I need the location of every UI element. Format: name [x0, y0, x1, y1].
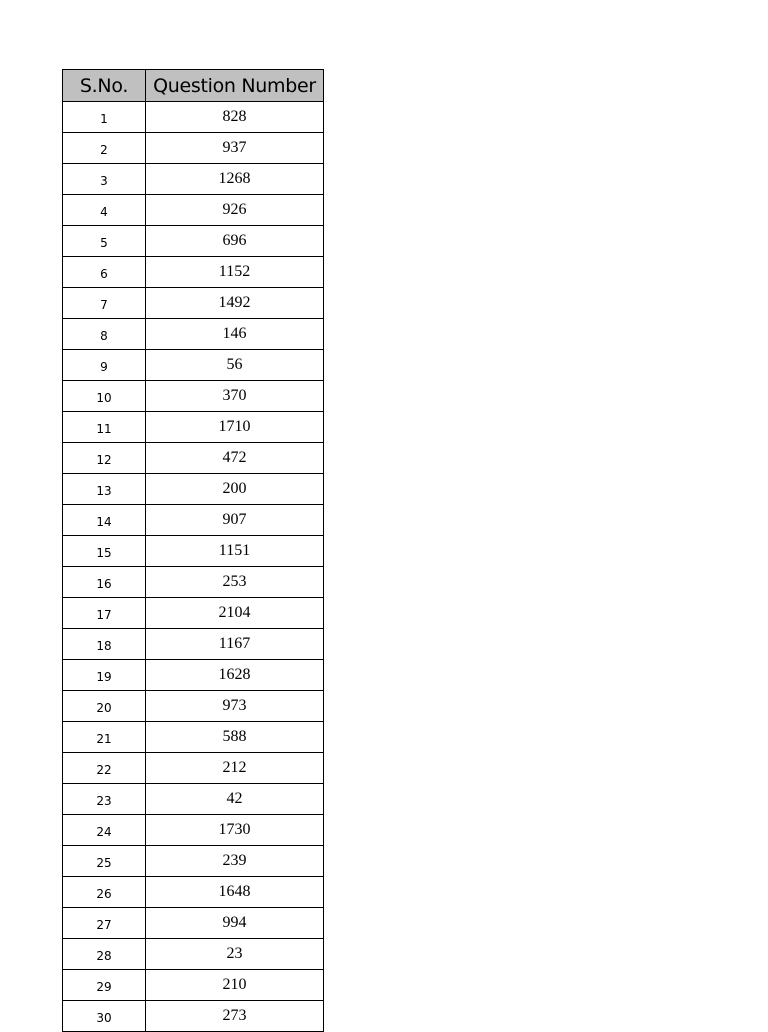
- row-sno-cell: 27: [63, 908, 146, 939]
- table-row: [63, 970, 324, 1001]
- row-sno-cell: 4: [63, 195, 146, 226]
- row-sno-cell: 15: [63, 536, 146, 567]
- row-sno-cell: 24: [63, 815, 146, 846]
- row-sno-cell: 16: [63, 567, 146, 598]
- table-row: [63, 319, 324, 350]
- table-row: [63, 505, 324, 536]
- row-sno-cell: 3: [63, 164, 146, 195]
- row-question-number-cell: 1151: [146, 536, 324, 567]
- row-question-number-cell: 273: [146, 1001, 324, 1032]
- table-row: [63, 288, 324, 319]
- row-sno-cell: 19: [63, 660, 146, 691]
- table-row: [63, 598, 324, 629]
- row-sno-cell: 28: [63, 939, 146, 970]
- row-sno-cell: 7: [63, 288, 146, 319]
- table-row: [63, 226, 324, 257]
- row-question-number-cell: 937: [146, 133, 324, 164]
- header-sno: S.No.: [63, 70, 146, 102]
- table-row: [63, 753, 324, 784]
- table-row: [63, 784, 324, 815]
- row-sno-cell: 1: [63, 102, 146, 133]
- table-row: [63, 908, 324, 939]
- table-row: [63, 443, 324, 474]
- row-question-number-cell: 42: [146, 784, 324, 815]
- row-question-number-cell: 253: [146, 567, 324, 598]
- table-row: [63, 474, 324, 505]
- row-question-number-cell: 1167: [146, 629, 324, 660]
- table-header: [63, 70, 324, 102]
- table-row: [63, 257, 324, 288]
- table-body: [63, 102, 324, 1032]
- row-question-number-cell: 926: [146, 195, 324, 226]
- row-question-number-cell: 212: [146, 753, 324, 784]
- row-sno-cell: 20: [63, 691, 146, 722]
- table-row: [63, 939, 324, 970]
- row-sno-cell: 29: [63, 970, 146, 1001]
- table-row: [63, 877, 324, 908]
- table-row: [63, 102, 324, 133]
- row-question-number-cell: 973: [146, 691, 324, 722]
- row-question-number-cell: 1152: [146, 257, 324, 288]
- row-question-number-cell: 588: [146, 722, 324, 753]
- table-row: [63, 691, 324, 722]
- row-question-number-cell: 146: [146, 319, 324, 350]
- table-row: [63, 133, 324, 164]
- table-row: [63, 195, 324, 226]
- row-sno-cell: 8: [63, 319, 146, 350]
- row-question-number-cell: 1628: [146, 660, 324, 691]
- table-row: [63, 381, 324, 412]
- row-sno-cell: 21: [63, 722, 146, 753]
- row-sno-cell: 10: [63, 381, 146, 412]
- table-row: [63, 846, 324, 877]
- row-sno-cell: 11: [63, 412, 146, 443]
- row-sno-cell: 23: [63, 784, 146, 815]
- row-question-number-cell: 994: [146, 908, 324, 939]
- row-question-number-cell: 200: [146, 474, 324, 505]
- question-table-container: [62, 69, 324, 1032]
- question-table: [62, 69, 324, 1032]
- row-question-number-cell: 1492: [146, 288, 324, 319]
- row-question-number-cell: 1268: [146, 164, 324, 195]
- row-question-number-cell: 696: [146, 226, 324, 257]
- row-sno-cell: 30: [63, 1001, 146, 1032]
- table-row: [63, 164, 324, 195]
- row-sno-cell: 2: [63, 133, 146, 164]
- row-question-number-cell: 23: [146, 939, 324, 970]
- row-sno-cell: 6: [63, 257, 146, 288]
- row-question-number-cell: 1730: [146, 815, 324, 846]
- row-sno-cell: 18: [63, 629, 146, 660]
- row-sno-cell: 14: [63, 505, 146, 536]
- header-row: [63, 70, 324, 102]
- table-row: [63, 412, 324, 443]
- row-question-number-cell: 56: [146, 350, 324, 381]
- row-sno-cell: 13: [63, 474, 146, 505]
- row-question-number-cell: 1710: [146, 412, 324, 443]
- table-row: [63, 1001, 324, 1032]
- header-question-number: Question Number: [146, 70, 324, 102]
- row-question-number-cell: 239: [146, 846, 324, 877]
- table-row: [63, 536, 324, 567]
- row-sno-cell: 26: [63, 877, 146, 908]
- table-row: [63, 629, 324, 660]
- row-question-number-cell: 2104: [146, 598, 324, 629]
- row-sno-cell: 25: [63, 846, 146, 877]
- table-row: [63, 350, 324, 381]
- row-sno-cell: 17: [63, 598, 146, 629]
- row-sno-cell: 9: [63, 350, 146, 381]
- row-sno-cell: 22: [63, 753, 146, 784]
- row-question-number-cell: 472: [146, 443, 324, 474]
- table-row: [63, 722, 324, 753]
- row-question-number-cell: 828: [146, 102, 324, 133]
- table-row: [63, 660, 324, 691]
- row-question-number-cell: 907: [146, 505, 324, 536]
- row-question-number-cell: 1648: [146, 877, 324, 908]
- row-sno-cell: 12: [63, 443, 146, 474]
- row-question-number-cell: 370: [146, 381, 324, 412]
- row-question-number-cell: 210: [146, 970, 324, 1001]
- row-sno-cell: 5: [63, 226, 146, 257]
- table-row: [63, 567, 324, 598]
- table-row: [63, 815, 324, 846]
